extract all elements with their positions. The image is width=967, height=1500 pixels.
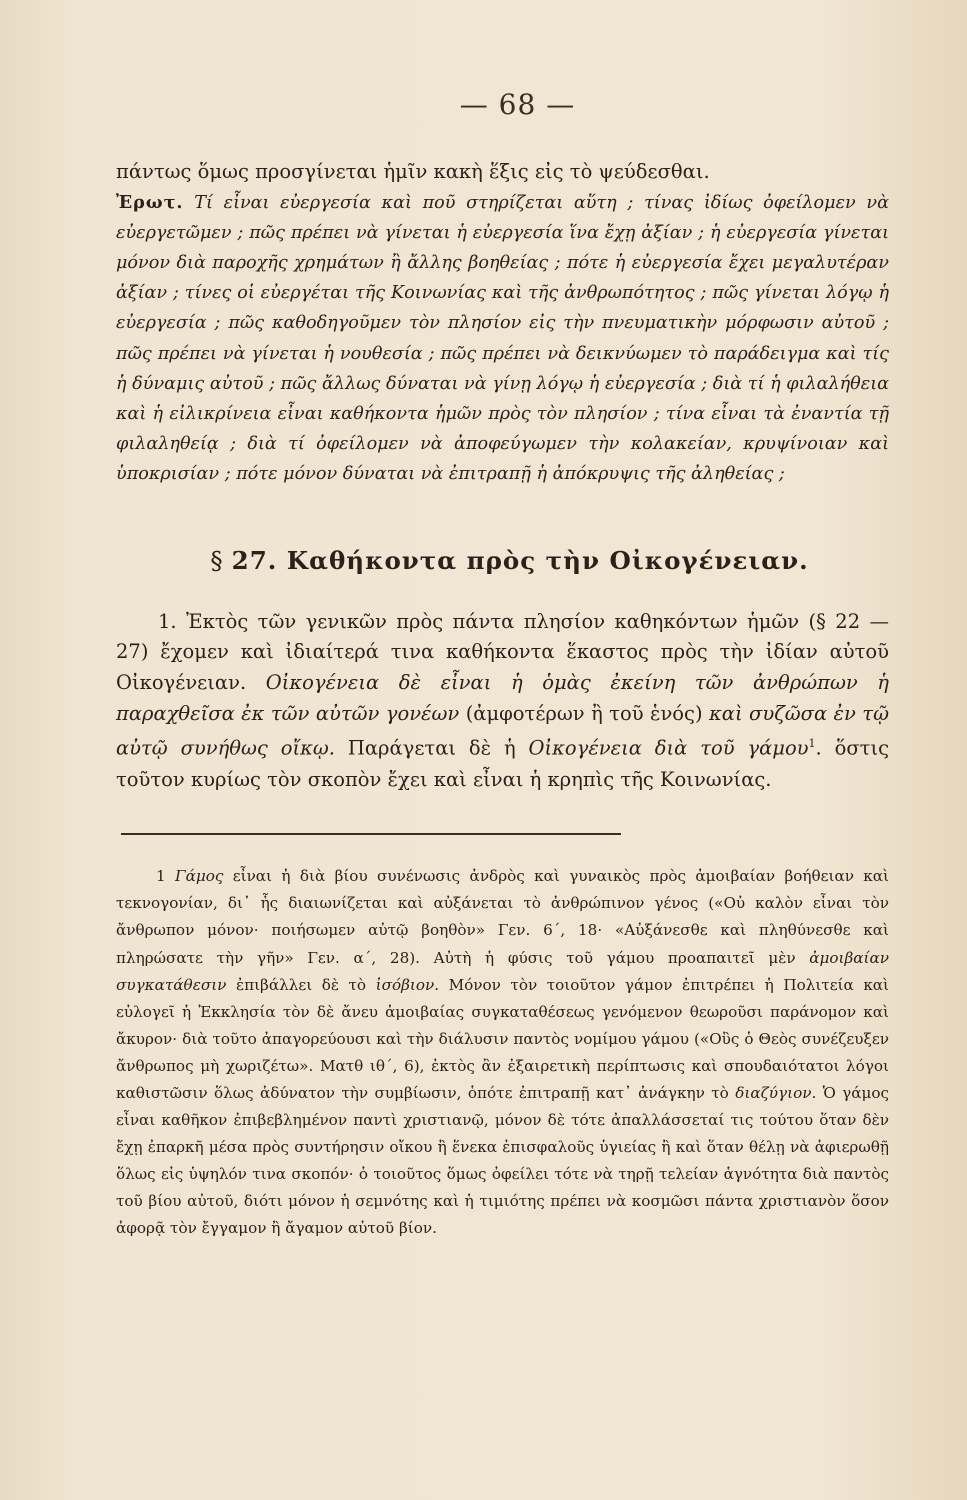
definition-italic-2: καὶ συζῶσα ἐν τῷ αὐτῷ συνήθως οἴκῳ. <box>116 701 889 760</box>
footnote-text-1: εἶναι ἡ διὰ βίου συνένωσις ἀνδρὸς καὶ γυναικὸς πρὸς ἀμοιβαίαν βοήθειαν καὶ τεκνογονίαν, δι᾽ ἧς διαιωνίζεται καὶ αὐξάνεται τὸ ἀνθρώπινον γένος («Οὐ καλὸν εἶναι τὸν ἄνθρωπον μόνον· ποιήσωμεν αὐτῷ βοηθὸν» Γεν. 6΄, 18· «Αὐξάνεσθε καὶ πληθύνεσθε καὶ πληρώσατε τὴν γῆν» Γεν. α΄, 28). Αὐτὴ ἡ φύσις τοῦ γάμου προαπαιτεῖ μὲν <box>116 867 890 967</box>
footnote-text-4: Ὁ γάμος εἶναι καθῆκον ἐπιβεβλημένον παντὶ χριστιανῷ, μόνον δὲ τότε ἀπαλλάσσεταί τις τούτου ὅταν δὲν ἔχῃ ἐπαρκῆ μέσα πρὸς συντήρησιν οἴκου ἢ ἕνεκα ἐπισφαλοῦς ὑγιείας ἢ καὶ ὅταν θέλῃ νὰ ἀφιερωθῇ ὅλως εἰς ὑψηλόν τινα σκοπόν· ὁ τοιοῦτος ὅμως ὀφείλει τότε νὰ τηρῇ τελείαν ἁγνότητα διὰ παντὸς τοῦ βίου αὐτοῦ, διότι μόνον ἡ σεμνότης καὶ ἡ τιμιότης πρέπει νὰ κοσμῶσι πάντα χριστιανὸν ὅσον ἀφορᾷ τὸν ἔγγαμον ἢ ἄγαμον αὐτοῦ βίον. <box>116 1084 890 1238</box>
review-questions <box>116 188 889 490</box>
footnote-italic-1: ἀμοιβαίαν συγκατάθεσιν <box>116 948 889 994</box>
paragraph-number: 1. <box>158 609 177 633</box>
footnote <box>116 863 889 1242</box>
footnote-italic-2: ἰσόβιον. <box>375 975 440 994</box>
paragraph-text-3: . ὅστις τοῦτον κυρίως τὸν σκοπὸν ἔχει καὶ εἶναι ἡ κρηπὶς τῆς Κοινωνίας. <box>116 736 890 791</box>
paragraph-text-2-italic: Οἰκογένεια διὰ τοῦ γάμου <box>528 736 809 760</box>
footnote-divider <box>121 833 621 835</box>
footnote-mark[interactable]: 1 <box>808 737 816 751</box>
section-sign: § <box>210 545 224 575</box>
footnote-text-2: ἐπιβάλλει δὲ τὸ <box>235 975 367 994</box>
definition-italic: Οἰκογένεια δὲ εἶναι ἡ ὁμὰς ἐκείνη τῶν ἀνθρώπων ἡ παραχθεῖσα ἐκ τῶν αὐτῶν γονέων <box>116 670 889 725</box>
footnote-number: 1 <box>156 867 166 886</box>
questions-text: Τί εἶναι εὐεργεσία καὶ ποῦ στηρίζεται αὕτη ; τίνας ἰδίως ὀφείλομεν νὰ εὐεργετῶμεν ; πῶς πρέπει νὰ γίνεται ἡ εὐεργεσία ἵνα ἔχῃ ἀξίαν ; ἡ εὐεργεσία γίνεται μόνον διὰ παροχῆς χρημάτων ἢ ἄλλης βοηθείας ; πότε ἡ εὐεργεσία ἔχει μεγαλυτέραν ἀξίαν ; τίνες οἱ εὐεργέται τῆς Κοινωνίας καὶ τῆς ἀνθρωπότητος ; πῶς γίνεται λόγῳ ἡ εὐεργεσία ; πῶς καθοδηγοῦμεν τὸν πλησίον εἰς τὴν πνευματικὴν μόρφωσιν αὐτοῦ ; πῶς πρέπει νὰ γίνεται ἡ νουθεσία ; πῶς πρέπει νὰ δεικνύωμεν τὸ παράδειγμα καὶ τίς ἡ δύναμις αὐτοῦ ; πῶς ἄλλως δύναται νὰ γίνῃ λόγῳ ἡ εὐεργεσία ; διὰ τί ἡ φιλαλήθεια καὶ ἡ εἰλικρίνεια εἶναι καθήκοντα ἡμῶν πρὸς τὸν πλησίον ; τίνα εἶναι τὰ ἐναντία τῇ φιλαληθείᾳ ; διὰ τί ὀφείλομεν νὰ ἀποφεύγωμεν τὴν κολακείαν, κρυψίνοιαν καὶ ὑποκρισίαν ; πότε μόνον δύναται νὰ ἐπιτραπῇ ἡ ἀπόκρυψις τῆς ἀληθείας ; <box>116 192 889 485</box>
paragraph-text-2: Παράγεται δὲ ἡ <box>347 736 516 760</box>
section-heading <box>130 546 889 575</box>
footnote-italic-3: διαζύγιον. <box>735 1084 817 1102</box>
questions-lead: Ἐρωτ. <box>116 191 184 213</box>
definition-paren: (ἀμφοτέρων ἢ τοῦ ἑνός) <box>465 701 703 725</box>
page-number: — 68 — <box>459 88 576 121</box>
section-paragraph <box>116 607 889 796</box>
intro-line: πάντως ὅμως προσγίνεται ἡμῖν κακὴ ἕξις εἰς τὸ ψεύδεσθαι. <box>116 160 710 183</box>
section-title: 27. Καθήκοντα πρὸς τὴν Οἰκογένειαν. <box>231 545 809 575</box>
footnote-text-3: Μόνον τὸν τοιοῦτον γάμον ἐπιτρέπει ἡ Πολιτεία καὶ εὐλογεῖ ἡ Ἐκκλησία τὸν δὲ ἄνευ ἀμοιβαίας συγκαταθέσεως γενόμενον θεωροῦσι παράνομον καὶ ἄκυρον· διὰ τοῦτο ἀπαγορεύουσι καὶ τὴν διάλυσιν παντὸς νομίμου γάμου («Οὓς ὁ Θεὸς συνέζευξεν ἄνθρωπος μὴ χωριζέτω». Ματθ ιθ΄, 6), ἐκτὸς ἂν ἐξαιρετικὴ περίπτωσις καὶ σπουδαιότατοι λόγοι καθιστῶσιν ὅλως ἀδύνατον τὴν συμβίωσιν, ὁπότε ἐπιτραπῇ κατ᾽ ἀνάγκην τὸ <box>116 975 890 1102</box>
paragraph-text-1: Ἐκτὸς τῶν γενικῶν πρὸς πάντα πλησίον καθηκόντων ἡμῶν (§ 22 — 27) ἔχομεν καὶ ἰδιαίτερά τινα καθήκοντα ἕκαστος πρὸς τὴν ἰδίαν αὐτοῦ Οἰκογένειαν. <box>116 609 890 694</box>
footnote-term: Γάμος <box>175 867 224 886</box>
